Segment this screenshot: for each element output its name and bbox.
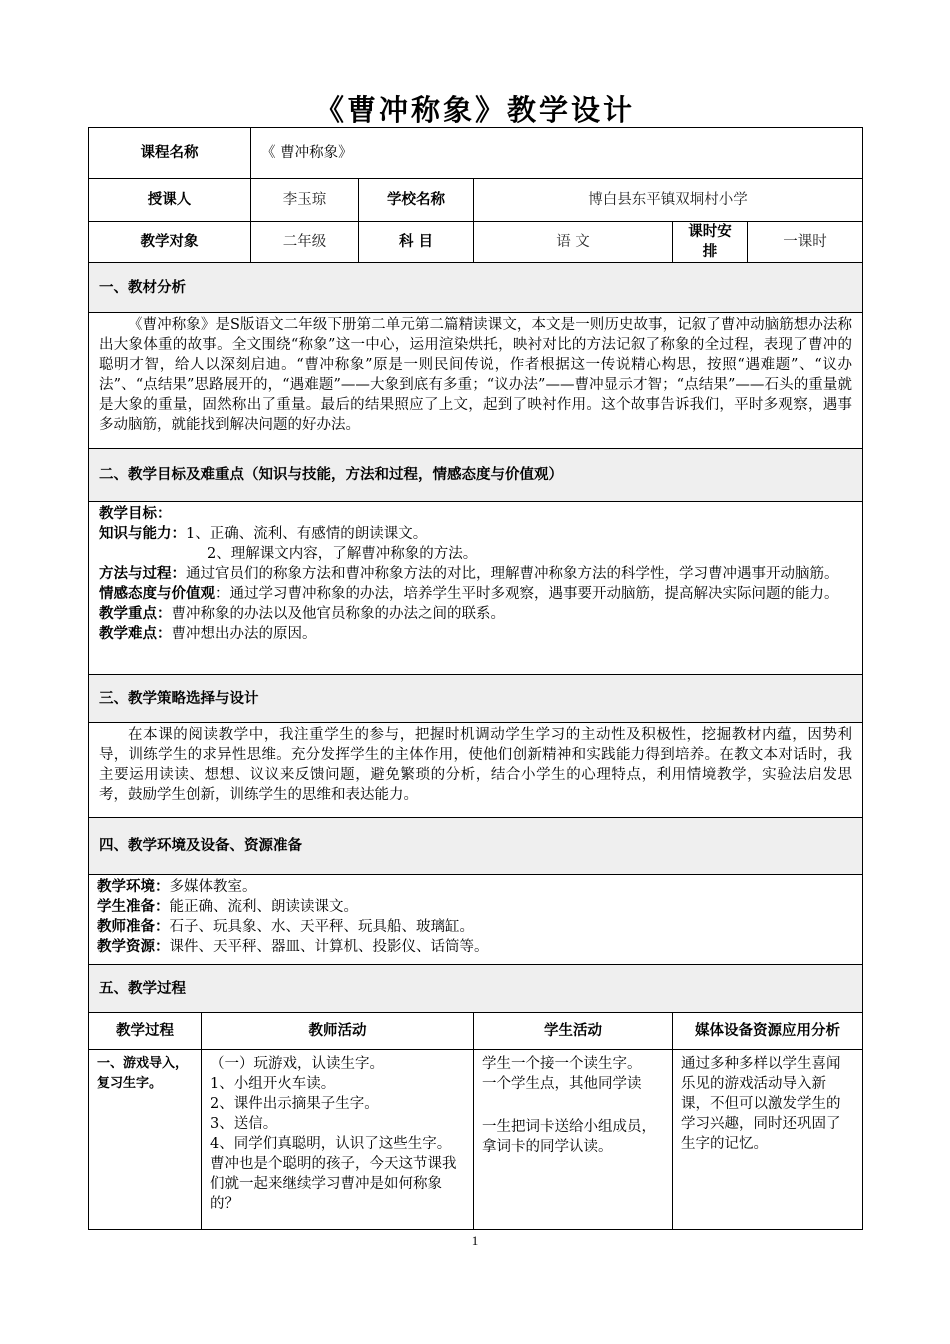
student-activity-line: 一个学生点，其他同学读: [482, 1076, 642, 1092]
teacher-activity-line: 2、课件出示摘果子生字。: [210, 1096, 379, 1112]
teacher-activity-line: 4、同学们真聪明，认识了这些生字。曹冲也是个聪明的孩子，今天这节课我们就一起来继续学习曹冲是如何称象的？: [210, 1136, 457, 1212]
page-title: 《曹冲称象》教学设计: [314, 93, 635, 127]
teacher-prep-text: 石子、玩具象、水、天平秤、玩具船、玻璃缸。: [169, 919, 474, 935]
process-header-student: 学生活动: [474, 1013, 673, 1050]
key-point-label: 教学重点：: [99, 606, 172, 622]
school-label: 学校名称: [359, 179, 474, 222]
emotion-label: 情感态度与价值观: [99, 586, 215, 602]
section-5-title: 五、教学过程: [89, 965, 863, 1013]
section-2-body: [89, 502, 863, 675]
process-stage: 一、游戏导入，复习生字。: [89, 1050, 202, 1230]
student-prep-label: 学生准备：: [97, 899, 170, 915]
subject-value: 语 文: [474, 222, 673, 263]
method-text: 通过官员们的称象方法和曹冲称象方法的对比，理解曹冲称象方法的科学性，学习曹冲遇事开动脑筋。: [186, 566, 839, 582]
emotion-text: ：通过学习曹冲称象的办法，培养学生平时多观察，遇事要开动脑筋，提高解决实际问题的能力。: [215, 586, 839, 602]
env-text: 多媒体教室。: [169, 879, 257, 895]
course-label: 课程名称: [89, 128, 251, 179]
page-number: 1: [471, 1233, 479, 1248]
env-label: 教学环境：: [97, 879, 170, 895]
section-4-body: [89, 875, 863, 965]
section-1-title: 一、教材分析: [89, 263, 863, 313]
process-header-teacher: 教师活动: [202, 1013, 474, 1050]
resources-label: 教学资源：: [97, 939, 170, 955]
teacher-value: 李玉琼: [251, 179, 359, 222]
course-row: [89, 128, 863, 179]
student-activity-line: 学生一个接一个读生字。: [482, 1056, 642, 1072]
section-1-header: [89, 263, 863, 313]
section-1-body: [89, 313, 863, 449]
resources-text: 课件、天平秤、器皿、计算机、投影仪、话筒等。: [169, 939, 489, 955]
audience-value: 二年级: [251, 222, 359, 263]
knowledge-item-1: 1、正确、流利、有感情的朗读课文。: [186, 526, 428, 542]
student-prep-text: 能正确、流利、朗读读课文。: [169, 899, 358, 915]
teacher-label: 授课人: [89, 179, 251, 222]
section-4-title: 四、教学环境及设备、资源准备: [89, 818, 863, 875]
school-value: 博白县东平镇双垌村小学: [474, 179, 863, 222]
media-analysis: 通过多种多样以学生喜闻乐见的游戏活动导入新课，不但可以激发学生的学习兴趣，同时还巩固了生字的记忆。: [673, 1050, 863, 1230]
section-2-header: [89, 449, 863, 502]
difficulty-label: 教学难点：: [99, 626, 172, 642]
teacher-activity-line: 3、送信。: [210, 1116, 278, 1132]
difficulty-text: 曹冲想出办法的原因。: [171, 626, 317, 642]
process-header-media: 媒体设备资源应用分析: [673, 1013, 863, 1050]
section-3-body: [89, 723, 863, 818]
teacher-activity: [202, 1050, 474, 1230]
teacher-activity-line: （一）玩游戏，认读生字。: [210, 1056, 384, 1072]
schedule-label: 课时安排: [673, 222, 748, 263]
process-header-row: [89, 1013, 863, 1050]
key-point-text: 曹冲称象的办法以及他官员称象的办法之间的联系。: [171, 606, 505, 622]
section-3-header: [89, 675, 863, 723]
audience-label: 教学对象: [89, 222, 251, 263]
knowledge-item-2: 2、理解课文内容，了解曹冲称象的方法。: [207, 546, 478, 562]
schedule-value: 一课时: [748, 222, 863, 263]
student-activity-spacer: [482, 1094, 664, 1117]
section-4-header: [89, 818, 863, 875]
section-3-text: 在本课的阅读教学中，我注重学生的参与，把握时机调动学生学习的主动性及积极性，挖掘教材内蕴，因势利导，训练学生的求异性思维。充分发挥学生的主体作用，使他们创新精神和实践能力得到培养。在教文本对话时，我主要运用读读、想想、议议来反馈问题，避免繁琐的分析，结合小学生的心理特点，利用情境教学，实验法启发思考，鼓励学生创新，训练学生的思维和表达能力。: [99, 727, 853, 803]
section-3-title: 三、教学策略选择与设计: [89, 675, 863, 723]
course-value: 《 曹冲称象》: [251, 128, 863, 179]
lesson-plan-table: [88, 127, 863, 1230]
student-activity-line: 一生把词卡送给小组成员，拿词卡的同学认读。: [482, 1119, 656, 1155]
process-header-stage: 教学过程: [89, 1013, 202, 1050]
method-label: 方法与过程：: [99, 566, 186, 582]
student-activity: [474, 1050, 673, 1230]
subject-label: 科 目: [359, 222, 474, 263]
section-5-header: [89, 965, 863, 1013]
process-row: [89, 1050, 863, 1230]
section-2-title: 二、教学目标及难重点（知识与技能，方法和过程，情感态度与价值观）: [89, 449, 863, 502]
knowledge-label: 知识与能力：: [99, 526, 186, 542]
teacher-prep-label: 教师准备：: [97, 919, 170, 935]
section-1-text: 《曹冲称象》是S版语文二年级下册第二单元第二篇精读课文，本文是一则历史故事，记叙了曹冲动脑筋想办法称出大象体重的故事。全文围绕“称象”这一中心，运用渲染烘托，映衬对比的方法记叙了称象的全过程，表现了曹冲的聪明才智，给人以深刻启迪。“曹冲称象”原是一则民间传说，作者根据这一传说精心构思，按照“遇难题”、“议办法”、“点结果”思路展开的，“遇难题”——大象到底有多重；“议办法”——曹冲显示才智；“点结果”——石头的重量就是大象的重量，固然称出了重量。最后的结果照应了上文，起到了映衬作用。这个故事告诉我们，平时多观察，遇事多动脑筋，就能找到解决问题的好办法。: [99, 317, 853, 433]
teacher-activity-line: 1、小组开火车读。: [210, 1076, 336, 1092]
goal-label: 教学目标：: [99, 506, 172, 522]
audience-row: [89, 222, 863, 263]
teacher-row: [89, 179, 863, 222]
